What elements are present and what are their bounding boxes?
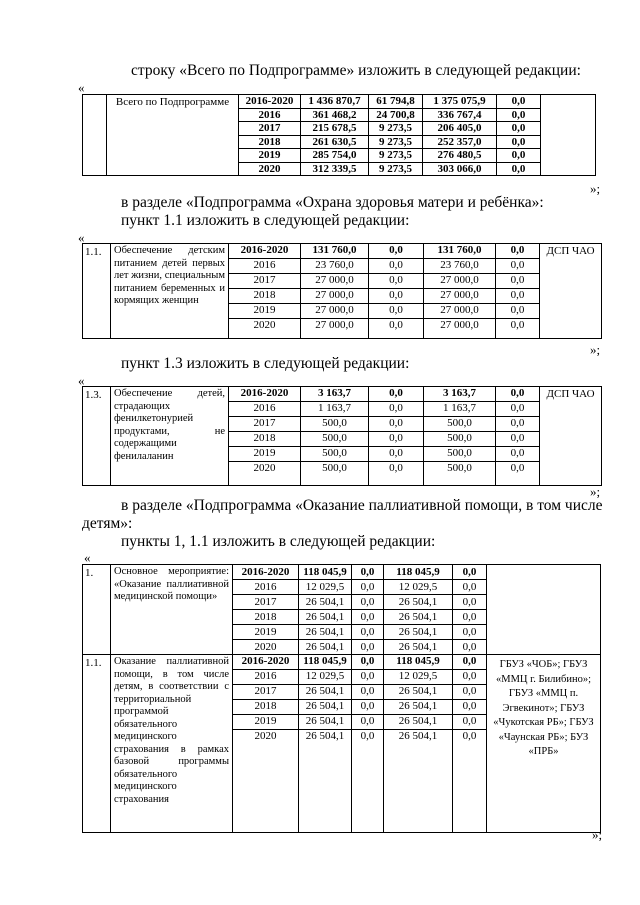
period-cell: 2020 (229, 319, 301, 339)
amount-cell: 0,0 (453, 730, 487, 833)
period-cell: 2017 (229, 417, 301, 432)
amount-cell: 0,0 (496, 402, 540, 417)
amount-cell: 131 760,0 (301, 244, 369, 259)
amount-cell: 0,0 (352, 655, 384, 670)
period-cell: 2016 (239, 108, 301, 122)
amount-cell: 131 760,0 (424, 244, 496, 259)
table-row (83, 95, 596, 109)
amount-cell: 500,0 (301, 432, 369, 447)
amount-cell: 312 339,5 (301, 162, 369, 176)
amount-cell: 0,0 (352, 580, 384, 595)
amount-cell: 23 760,0 (424, 259, 496, 274)
amount-cell: 26 504,1 (384, 610, 453, 625)
table-point-1-3 (82, 386, 602, 486)
instruction-point-1-1: пункт 1.1 изложить в следующей редакции: (121, 212, 410, 229)
amount-cell: 1 163,7 (301, 402, 369, 417)
amount-cell: 0,0 (497, 149, 541, 163)
amount-cell: 0,0 (352, 700, 384, 715)
period-cell: 2019 (233, 715, 299, 730)
amount-cell: 0,0 (369, 289, 424, 304)
period-cell: 2017 (229, 274, 301, 289)
item-description: Основное мероприятие: «Оказание паллиативной медицинской помощи» (111, 565, 233, 655)
amount-cell: 26 504,1 (299, 625, 352, 640)
amount-cell: 0,0 (453, 655, 487, 670)
amount-cell: 0,0 (453, 640, 487, 655)
table-row (83, 387, 602, 402)
amount-cell: 9 273,5 (369, 135, 423, 149)
item-description: Обеспечение детей, страдающих фенилкетонурией продуктами, не содержащими фенилаланин (111, 387, 229, 486)
amount-cell: 26 504,1 (299, 610, 352, 625)
quote-close: »; (590, 484, 601, 499)
period-cell: 2016-2020 (233, 565, 299, 580)
amount-cell: 500,0 (301, 417, 369, 432)
amount-cell: 0,0 (369, 387, 424, 402)
amount-cell: 0,0 (496, 304, 540, 319)
amount-cell: 26 504,1 (384, 700, 453, 715)
executor-cell: ДСП ЧАО (540, 244, 602, 339)
table-point-1-1 (82, 243, 602, 339)
period-cell: 2016 (233, 580, 299, 595)
period-cell: 2017 (239, 122, 301, 136)
amount-cell: 0,0 (352, 565, 384, 580)
period-cell: 2016 (229, 259, 301, 274)
amount-cell: 27 000,0 (424, 274, 496, 289)
amount-cell: 0,0 (497, 135, 541, 149)
amount-cell: 12 029,5 (299, 670, 352, 685)
amount-cell: 0,0 (453, 595, 487, 610)
instruction-subprogram-mother-child: в разделе «Подпрограмма «Охрана здоровья матери и ребёнка»: (121, 194, 544, 211)
amount-cell: 500,0 (424, 417, 496, 432)
amount-cell: 118 045,9 (384, 565, 453, 580)
amount-cell: 0,0 (496, 319, 540, 339)
amount-cell: 0,0 (369, 244, 424, 259)
amount-cell: 0,0 (369, 432, 424, 447)
amount-cell: 0,0 (453, 610, 487, 625)
item-number: 1.1. (83, 244, 111, 339)
executor-cell: ГБУЗ «ЧОБ»; ГБУЗ «ММЦ г. Билибино»; ГБУЗ «ММЦ п. Эгвекинот»; ГБУЗ «Чукотская РБ»; ГБУЗ «Чаунская РБ»; БУЗ «ПРБ» (487, 655, 601, 833)
amount-cell: 0,0 (369, 319, 424, 339)
period-cell: 2016 (233, 670, 299, 685)
amount-cell: 206 405,0 (423, 122, 497, 136)
amount-cell: 0,0 (453, 700, 487, 715)
amount-cell: 0,0 (497, 122, 541, 136)
amount-cell: 0,0 (496, 432, 540, 447)
amount-cell: 9 273,5 (369, 149, 423, 163)
amount-cell: 0,0 (352, 610, 384, 625)
amount-cell: 0,0 (496, 274, 540, 289)
amount-cell: 118 045,9 (299, 655, 352, 670)
instruction-total-row: строку «Всего по Подпрограмме» изложить в следующей редакции: (131, 62, 581, 79)
item-description: Всего по Подпрограмме (107, 95, 239, 176)
amount-cell: 27 000,0 (424, 304, 496, 319)
amount-cell: 0,0 (352, 730, 384, 833)
amount-cell: 118 045,9 (384, 655, 453, 670)
amount-cell: 0,0 (496, 447, 540, 462)
amount-cell: 0,0 (497, 95, 541, 109)
amount-cell: 27 000,0 (301, 304, 369, 319)
amount-cell: 361 468,2 (301, 108, 369, 122)
amount-cell: 276 480,5 (423, 149, 497, 163)
instruction-point-1-3: пункт 1.3 изложить в следующей редакции: (121, 355, 410, 372)
amount-cell: 27 000,0 (301, 274, 369, 289)
amount-cell: 500,0 (301, 447, 369, 462)
amount-cell: 0,0 (453, 685, 487, 700)
amount-cell: 0,0 (496, 462, 540, 486)
amount-cell: 0,0 (453, 565, 487, 580)
amount-cell: 26 504,1 (384, 640, 453, 655)
quote-close: »; (590, 181, 601, 196)
amount-cell: 0,0 (352, 670, 384, 685)
amount-cell: 0,0 (369, 259, 424, 274)
amount-cell: 0,0 (497, 162, 541, 176)
amount-cell: 26 504,1 (299, 730, 352, 833)
amount-cell: 0,0 (369, 402, 424, 417)
period-cell: 2018 (239, 135, 301, 149)
quote-open: « (78, 373, 85, 388)
period-cell: 2020 (233, 640, 299, 655)
amount-cell: 285 754,0 (301, 149, 369, 163)
quote-open: « (78, 230, 85, 245)
table-row (83, 655, 601, 670)
period-cell: 2018 (233, 700, 299, 715)
executor-cell (487, 565, 601, 655)
item-number (83, 95, 107, 176)
amount-cell: 0,0 (496, 289, 540, 304)
amount-cell: 0,0 (352, 715, 384, 730)
amount-cell: 500,0 (301, 462, 369, 486)
amount-cell: 26 504,1 (299, 640, 352, 655)
amount-cell: 500,0 (424, 462, 496, 486)
instruction-points-1-and-1-1: пункты 1, 1.1 изложить в следующей редакции: (121, 533, 436, 550)
period-cell: 2016-2020 (233, 655, 299, 670)
period-cell: 2019 (233, 625, 299, 640)
table-row (83, 565, 601, 580)
instruction-subprogram-palliative: в разделе «Подпрограмма «Оказание паллиативной помощи, в том числе (121, 497, 603, 514)
amount-cell: 215 678,5 (301, 122, 369, 136)
executor-cell: ДСП ЧАО (540, 387, 602, 486)
period-cell: 2016-2020 (229, 387, 301, 402)
quote-close: »; (590, 342, 601, 357)
table-total (82, 94, 596, 176)
amount-cell: 12 029,5 (384, 580, 453, 595)
amount-cell: 26 504,1 (384, 595, 453, 610)
table-palliative (82, 564, 601, 833)
amount-cell: 26 504,1 (299, 685, 352, 700)
period-cell: 2018 (229, 432, 301, 447)
amount-cell: 500,0 (424, 447, 496, 462)
amount-cell: 0,0 (453, 580, 487, 595)
period-cell: 2019 (229, 304, 301, 319)
amount-cell: 0,0 (369, 447, 424, 462)
amount-cell: 0,0 (369, 417, 424, 432)
amount-cell: 0,0 (497, 108, 541, 122)
amount-cell: 26 504,1 (299, 715, 352, 730)
amount-cell: 27 000,0 (301, 289, 369, 304)
item-number: 1.1. (83, 655, 111, 833)
amount-cell: 23 760,0 (301, 259, 369, 274)
amount-cell: 0,0 (453, 670, 487, 685)
amount-cell: 0,0 (453, 715, 487, 730)
amount-cell: 0,0 (369, 462, 424, 486)
amount-cell: 26 504,1 (299, 700, 352, 715)
period-cell: 2016-2020 (229, 244, 301, 259)
item-number: 1. (83, 565, 111, 655)
period-cell: 2016 (229, 402, 301, 417)
period-cell: 2018 (229, 289, 301, 304)
instruction-subprogram-palliative-cont: детям»: (82, 515, 133, 532)
amount-cell: 3 163,7 (424, 387, 496, 402)
amount-cell: 0,0 (352, 625, 384, 640)
amount-cell: 0,0 (352, 685, 384, 700)
amount-cell: 0,0 (369, 274, 424, 289)
table-row (83, 244, 602, 259)
amount-cell: 500,0 (424, 432, 496, 447)
amount-cell: 26 504,1 (299, 595, 352, 610)
amount-cell: 1 375 075,9 (423, 95, 497, 109)
quote-open: « (78, 80, 85, 95)
amount-cell: 0,0 (496, 259, 540, 274)
amount-cell: 0,0 (496, 387, 540, 402)
period-cell: 2016-2020 (239, 95, 301, 109)
amount-cell: 26 504,1 (384, 715, 453, 730)
amount-cell: 118 045,9 (299, 565, 352, 580)
amount-cell: 24 700,8 (369, 108, 423, 122)
period-cell: 2017 (233, 595, 299, 610)
period-cell: 2019 (239, 149, 301, 163)
amount-cell: 9 273,5 (369, 122, 423, 136)
item-description: Оказание паллиативной помощи, в том числе детям, в соответствии с территориальной программой обязательного медицинского страхования в рамках базовой программы обязательного медицинского страхования (111, 655, 233, 833)
amount-cell: 27 000,0 (301, 319, 369, 339)
amount-cell: 0,0 (496, 244, 540, 259)
amount-cell: 0,0 (453, 625, 487, 640)
amount-cell: 1 436 870,7 (301, 95, 369, 109)
period-cell: 2019 (229, 447, 301, 462)
period-cell: 2020 (239, 162, 301, 176)
amount-cell: 12 029,5 (384, 670, 453, 685)
period-cell: 2018 (233, 610, 299, 625)
amount-cell: 3 163,7 (301, 387, 369, 402)
amount-cell: 252 357,0 (423, 135, 497, 149)
item-number: 1.3. (83, 387, 111, 486)
amount-cell: 0,0 (369, 304, 424, 319)
amount-cell: 9 273,5 (369, 162, 423, 176)
amount-cell: 12 029,5 (299, 580, 352, 595)
quote-open: « (84, 550, 91, 565)
amount-cell: 26 504,1 (384, 625, 453, 640)
item-description: Обеспечение детским питанием детей первых лет жизни, специальным питанием беременных и кормящих женщин (111, 244, 229, 339)
amount-cell: 261 630,5 (301, 135, 369, 149)
amount-cell: 0,0 (352, 595, 384, 610)
amount-cell: 303 066,0 (423, 162, 497, 176)
amount-cell: 26 504,1 (384, 685, 453, 700)
executor-cell (541, 95, 596, 176)
amount-cell: 1 163,7 (424, 402, 496, 417)
amount-cell: 26 504,1 (384, 730, 453, 833)
quote-close: »; (592, 827, 603, 842)
amount-cell: 0,0 (352, 640, 384, 655)
amount-cell: 27 000,0 (424, 289, 496, 304)
period-cell: 2020 (229, 462, 301, 486)
amount-cell: 61 794,8 (369, 95, 423, 109)
period-cell: 2020 (233, 730, 299, 833)
period-cell: 2017 (233, 685, 299, 700)
amount-cell: 336 767,4 (423, 108, 497, 122)
amount-cell: 0,0 (496, 417, 540, 432)
amount-cell: 27 000,0 (424, 319, 496, 339)
